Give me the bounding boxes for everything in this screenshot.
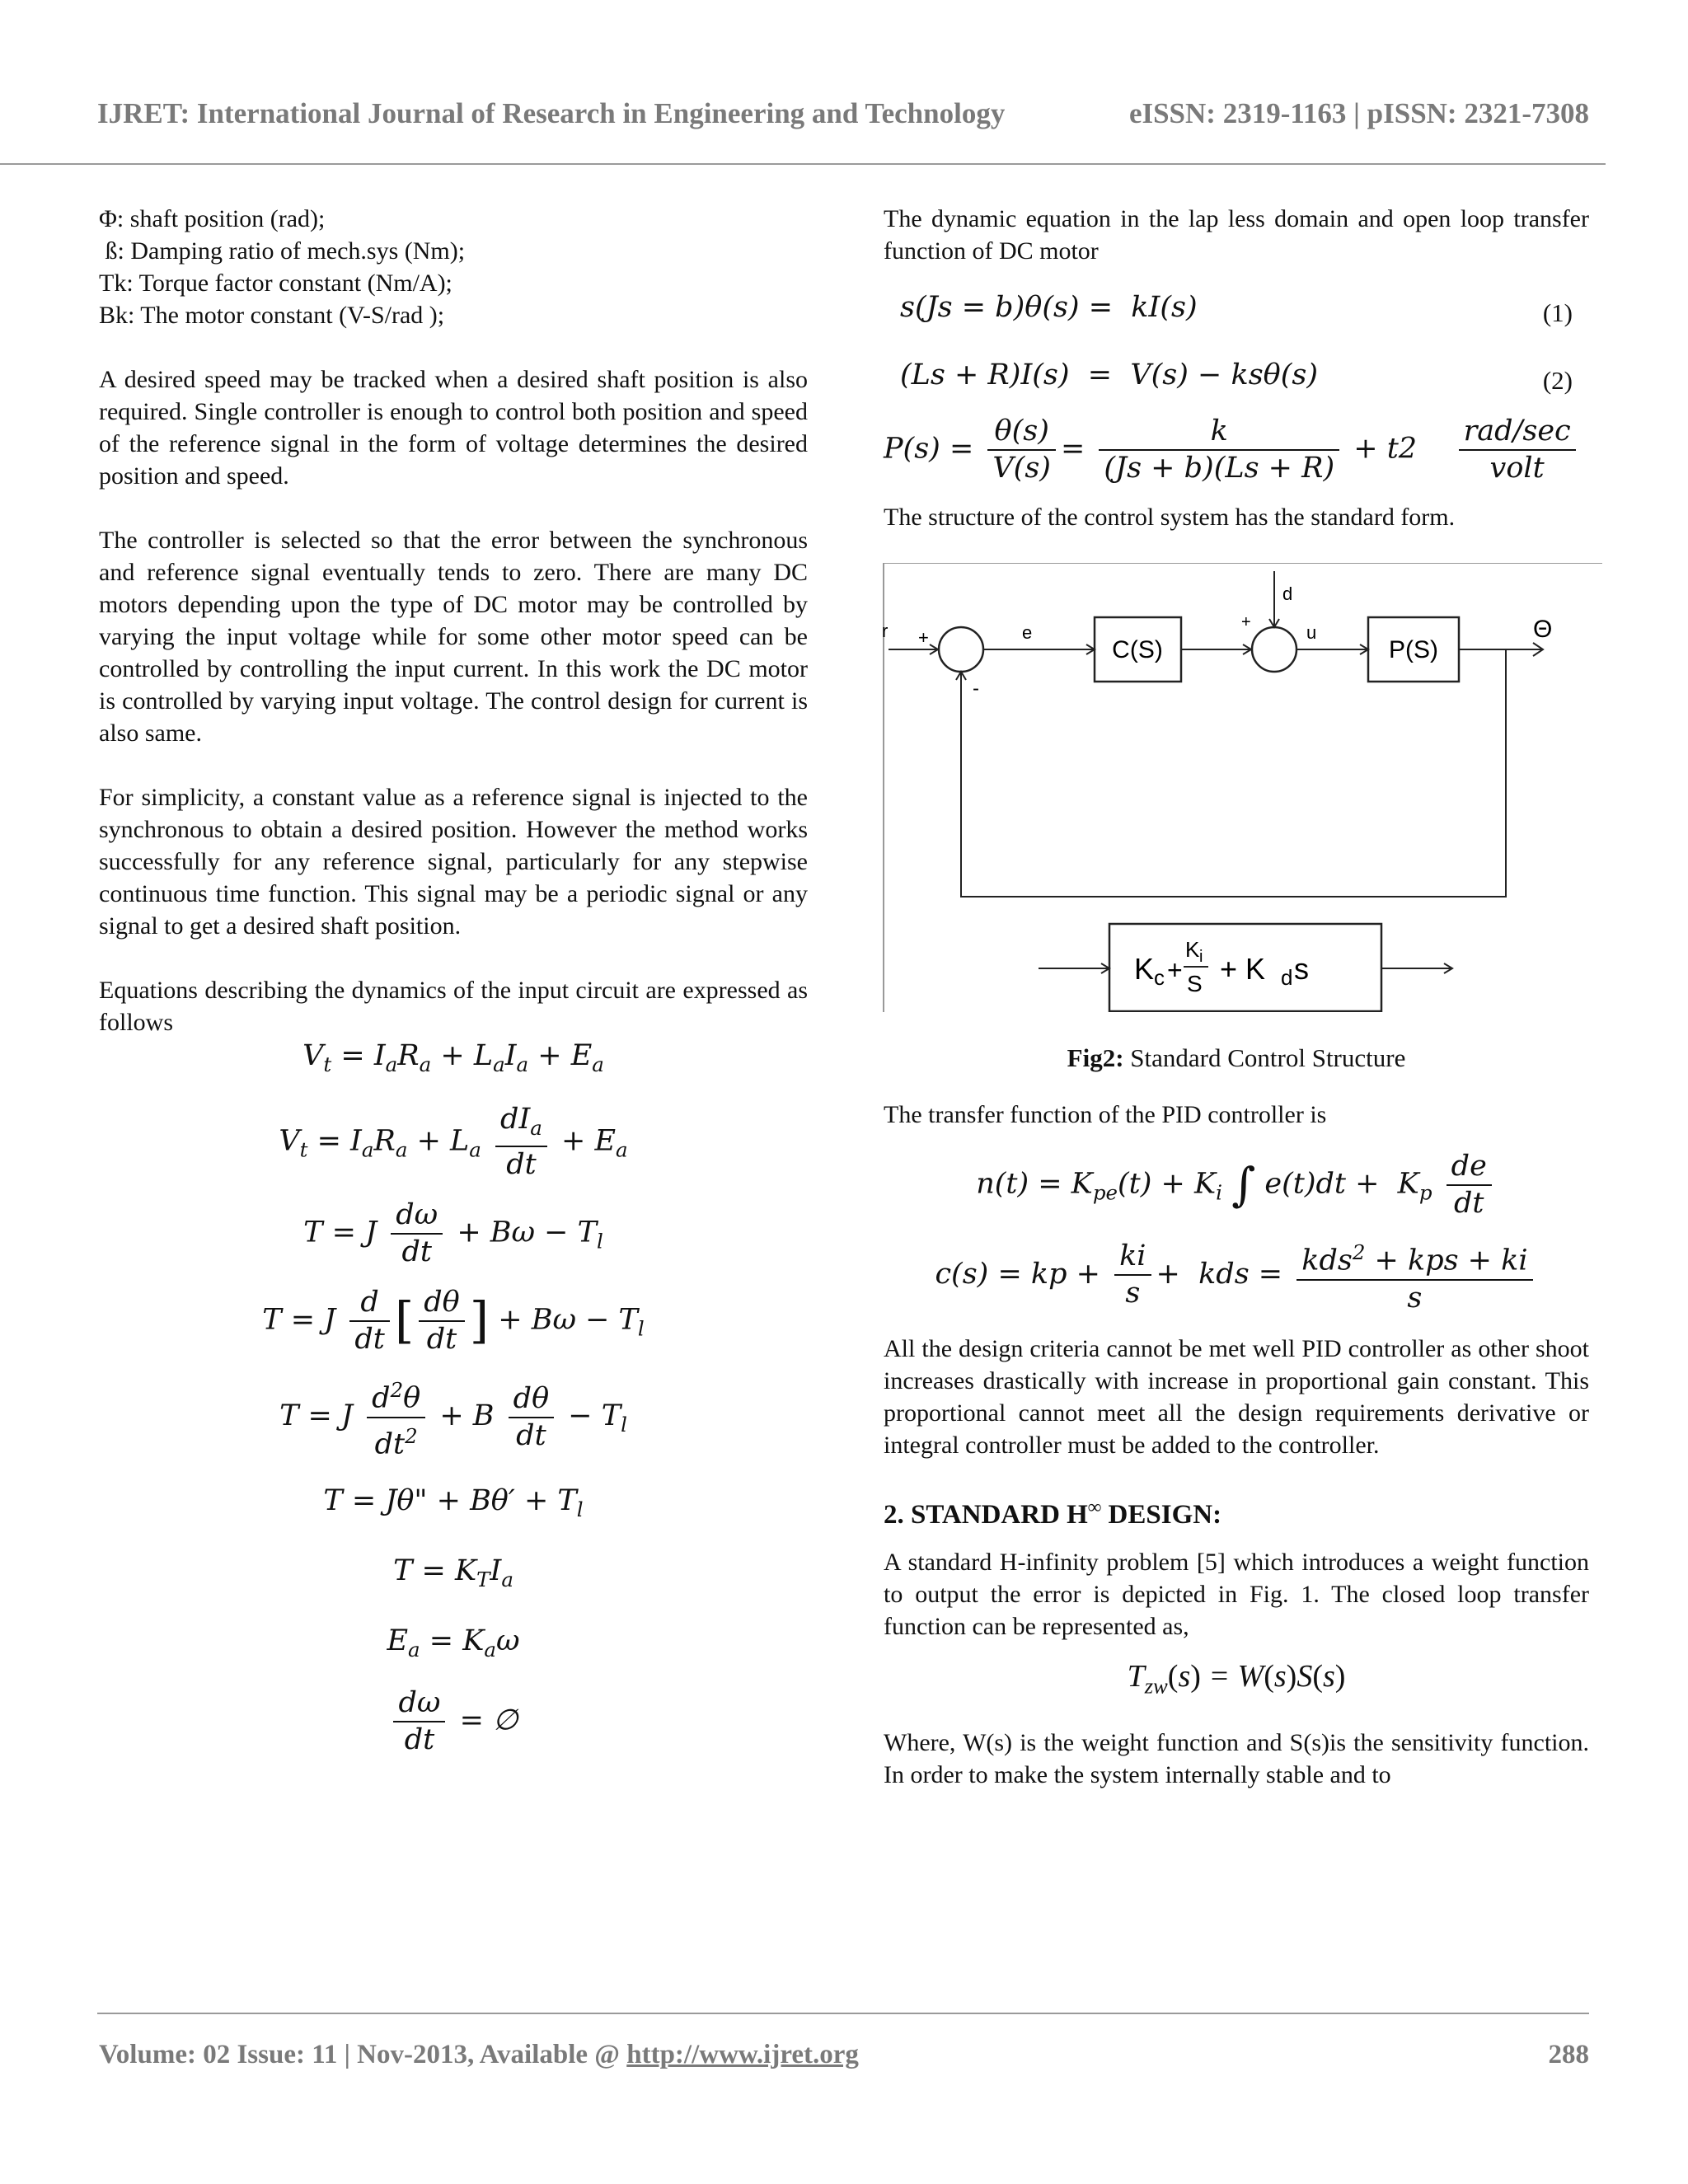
feedback-path	[961, 649, 1506, 897]
equation-number: (1)	[1542, 298, 1573, 327]
equation: T = J $\frac{d}{dt}$ [ $\frac{d\theta}{dt}$ ] + $B\omega - T_l$	[262, 1286, 645, 1356]
equation: T = J $\frac{d^2\theta}{dt^2}$ + B $\frac{d\theta}{dt}$ − $T_l$	[99, 1374, 808, 1460]
figure-caption	[884, 1042, 1589, 1074]
pid-d: d	[1281, 965, 1293, 990]
paragraph: The controller is selected so that the error between the synchronous and reference signal eventually tends to zero. There are many DC motors depending upon the type of DC motor may be controlled by varying the input voltage while for some other motor speed can be controlled by controlling the input current. In this work the DC motor is controlled by varying input voltage. The control design for current is also same.	[99, 527, 808, 747]
equation: T = Jθ" + $B\theta' + T_l$	[323, 1484, 584, 1522]
section-title-a: 2. STANDARD H	[884, 1499, 1088, 1530]
definition-item: Tk: Torque factor constant (Nm/A);	[99, 269, 452, 297]
input-circuit-equations	[99, 1040, 808, 1756]
label-theta: Θ	[1533, 616, 1553, 643]
paragraph: The structure of the control system has the standard form.	[884, 504, 1456, 531]
caption-text: Standard Control Structure	[1123, 1043, 1406, 1072]
label-e: e	[1022, 622, 1033, 643]
controller-label: C(S)	[1112, 636, 1163, 663]
label-u: u	[1306, 622, 1317, 643]
section-title-b: DESIGN:	[1101, 1499, 1222, 1530]
page-number: 288	[1548, 2040, 1589, 2069]
pid-s2: s	[1294, 952, 1309, 986]
pid-time-equation: $n(t) = K_{pe}(t) + K_i$ ∫ $e(t)dt + K_p$ $\frac{de}{dt}$	[884, 1151, 1589, 1220]
paragraph: Equations describing the dynamics of the input circuit are expressed as follows	[99, 977, 808, 1036]
definition-item: Bk: The motor constant (V-S/rad );	[99, 302, 445, 329]
pid-plus: +	[1167, 955, 1183, 985]
pid-c: c	[1154, 965, 1165, 990]
pid-ki: K	[1185, 937, 1200, 962]
label-d: d	[1282, 583, 1293, 604]
definition-item: ß: Damping ratio of mech.sys (Nm);	[99, 237, 466, 265]
closed-loop-equation: $T_{zw}(s) = W(s)S(s)$	[1127, 1658, 1346, 1699]
running-footer	[99, 2040, 1589, 2070]
equation: T = J $\frac{d\omega}{dt}$ + $B\omega - T_l$	[303, 1198, 603, 1268]
header-rule	[0, 163, 1606, 165]
equation: (Ls + R)I(s) = V(s) − ksθ(s)	[900, 359, 1319, 391]
equation-number: (2)	[1542, 366, 1573, 395]
equation: $T = K_TI_a$	[393, 1554, 513, 1592]
issn-info: eISSN: 2319-1163 | pISSN: 2321-7308	[1128, 97, 1589, 129]
symbol-definitions	[99, 203, 808, 331]
volume-info: Volume: 02 Issue: 11 | Nov-2013, Available @	[99, 2040, 627, 2069]
summing-junction	[939, 627, 983, 672]
right-column	[884, 203, 1589, 1791]
plant-label: P(S)	[1389, 636, 1438, 663]
equation: s(Js = b)θ(s) = kI(s)	[900, 291, 1198, 324]
pid-kc: K	[1134, 952, 1155, 986]
equation: $\frac{d\omega}{dt}$ = ∅	[99, 1687, 808, 1756]
journal-link[interactable]: http://www.ijret.org	[626, 2040, 859, 2069]
equation: $E_a = K_a\omega$	[387, 1624, 520, 1662]
paragraph: Where, W(s) is the weight function and S(s)is the sensitivity function. In order to make the system internally stable and to	[884, 1729, 1589, 1789]
transfer-function-equation: P(s) = $\frac{\theta(s)}{V(s)}$ = $\frac{k}{(Js + b)(Ls + R)}$ + t2 $\frac{\text{rad/sec}}{\text{volt}}$	[884, 415, 1589, 485]
label-minus: -	[973, 677, 979, 700]
section-heading	[884, 1491, 1589, 1531]
infinity-symbol: ∞	[1087, 1495, 1102, 1517]
caption-label: Fig2:	[1067, 1043, 1124, 1072]
paragraph: A standard H-infinity problem [5] which introduces a weight function to output the error is depicted in Fig. 1. The closed loop transfer function can be represented as,	[884, 1548, 1589, 1640]
paragraph: All the design criteria cannot be met well PID controller as other shoot increases drastically with increase in proportional gain constant. This proportional cannot meet all the design requirements derivative or integral controller must be added to the controller.	[884, 1334, 1589, 1459]
equation-1-row	[884, 292, 1589, 340]
paragraph: The transfer function of the PID controller is	[884, 1101, 1327, 1128]
running-header	[97, 97, 1589, 130]
label-plus: +	[918, 627, 929, 648]
definition-item: Φ: shaft position (rad);	[99, 205, 326, 232]
equation-2-row	[884, 359, 1589, 407]
paragraph: A desired speed may be tracked when a desired shaft position is also required. Single controller is enough to control both position and speed of the reference signal in the form of voltage determines the desired position and speed.	[99, 366, 808, 490]
left-column	[99, 203, 808, 1756]
paragraph: The dynamic equation in the lap less domain and open loop transfer function of DC motor	[884, 205, 1589, 265]
pid-s: S	[1187, 971, 1203, 996]
paragraph: For simplicity, a constant value as a reference signal is injected to the synchronous to obtain a desired position. However the method works successfully for any reference signal, particularly for any stepwise continuous time function. This signal may be a periodic signal or any signal to get a desired shaft position.	[99, 784, 808, 940]
journal-title: IJRET: International Journal of Research in Engineering and Technology	[97, 97, 1006, 129]
label-plus: +	[1241, 613, 1251, 631]
label-r: r	[882, 621, 889, 641]
pid-kd: + K	[1220, 952, 1266, 986]
control-structure-figure	[882, 563, 1604, 1012]
pid-i: i	[1199, 948, 1203, 966]
summing-junction	[1252, 627, 1296, 672]
footer-rule	[97, 2013, 1589, 2014]
equation: $V_t = I_aR_a + L_a$ $\frac{dI_a}{dt}$ + $E_a$	[279, 1103, 628, 1181]
equation: $V_t = I_aR_a + L_aI_a + E_a$	[302, 1039, 604, 1076]
pid-laplace-equation: c(s) = kp + $\frac{ki}{s}$ + kds = $\frac{kds^2 + kps + ki}{s}$	[884, 1236, 1589, 1315]
